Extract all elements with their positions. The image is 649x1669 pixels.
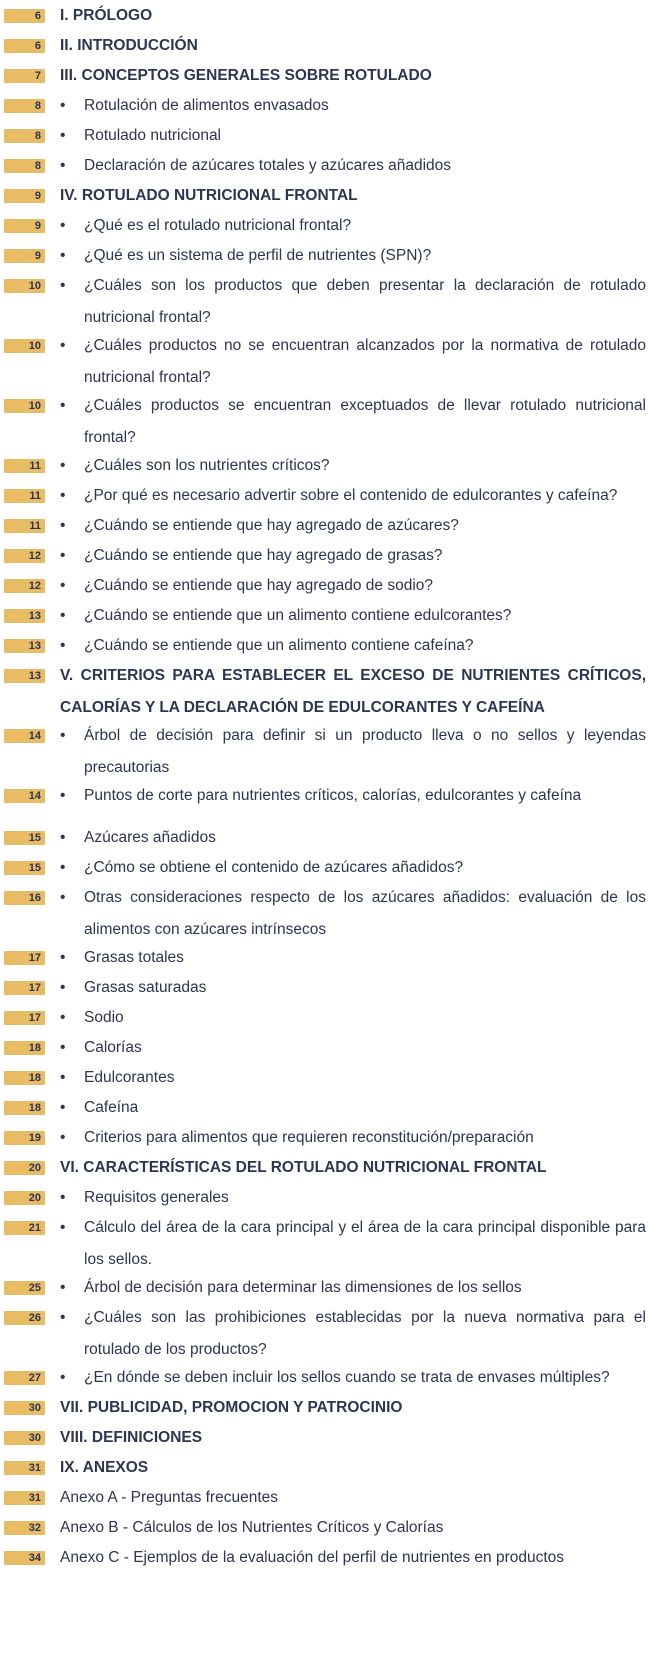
section-heading: II. INTRODUCCIÓN <box>60 37 198 54</box>
bullet-icon: • <box>60 1069 66 1086</box>
toc-entry-text: Sodio <box>84 1009 124 1026</box>
page-number-badge: 9 <box>4 189 45 203</box>
page-number-badge: 18 <box>4 1101 45 1115</box>
toc-entry-text: ¿Cuáles son los productos que deben presentar la declaración de rotulado nutricional frontal? <box>84 277 646 326</box>
section-heading: VIII. DEFINICIONES <box>60 1429 203 1446</box>
page-number-badge: 8 <box>4 129 45 143</box>
page-number-badge: 11 <box>4 489 45 503</box>
bullet-icon: • <box>60 1099 66 1116</box>
page-number-badge: 18 <box>4 1071 45 1085</box>
toc-entry-text: Otras consideraciones respecto de los azúcares añadidos: evaluación de los alimentos con azúcares intrínsecos <box>84 889 646 938</box>
bullet-icon: • <box>60 217 66 234</box>
bullet-icon: • <box>60 157 66 174</box>
page-number-badge: 10 <box>4 399 45 413</box>
bullet-icon: • <box>60 397 66 414</box>
bullet-icon: • <box>60 127 66 144</box>
page-number-badge: 15 <box>4 831 45 845</box>
section-heading: VII. PUBLICIDAD, PROMOCION Y PATROCINIO <box>60 1399 403 1416</box>
page-number-badge: 17 <box>4 1011 45 1025</box>
bullet-icon: • <box>60 607 66 624</box>
page-number-badge: 31 <box>4 1491 45 1505</box>
page-number-badge: 17 <box>4 981 45 995</box>
page-number-badge: 11 <box>4 519 45 533</box>
annex-entry-text: Anexo C - Ejemplos de la evaluación del perfil de nutrientes en productos <box>60 1549 565 1566</box>
bullet-icon: • <box>60 727 66 744</box>
page-number-badge: 10 <box>4 279 45 293</box>
bullet-icon: • <box>60 1129 66 1146</box>
toc-entry-text: Declaración de azúcares totales y azúcares añadidos <box>84 157 452 174</box>
bullet-icon: • <box>60 1009 66 1026</box>
bullet-icon: • <box>60 487 66 504</box>
toc-entry-text: Cálculo del área de la cara principal y el área de la cara principal disponible para los sellos. <box>84 1219 646 1268</box>
toc-entry-text: Criterios para alimentos que requieren reconstitución/preparación <box>84 1129 534 1146</box>
page-number-badge: 13 <box>4 609 45 623</box>
page-number-badge: 13 <box>4 639 45 653</box>
toc-entry-text: ¿Qué es el rotulado nutricional frontal? <box>84 217 352 234</box>
toc-entry-text: Calorías <box>84 1039 142 1056</box>
bullet-icon: • <box>60 577 66 594</box>
page-number-badge: 6 <box>4 9 45 23</box>
toc-entry-text: Cafeína <box>84 1099 139 1116</box>
toc-entry-text: Edulcorantes <box>84 1069 175 1086</box>
toc-entry-text: ¿Qué es un sistema de perfil de nutrientes (SPN)? <box>84 247 432 264</box>
page-number-badge: 10 <box>4 339 45 353</box>
page-number-badge: 20 <box>4 1191 45 1205</box>
toc-entry-text: Grasas saturadas <box>84 979 207 996</box>
toc-entry-text: Rotulado nutricional <box>84 127 222 144</box>
toc-entry-text: Azúcares añadidos <box>84 829 216 846</box>
bullet-icon: • <box>60 637 66 654</box>
page-number-badge: 7 <box>4 69 45 83</box>
page-number-badge: 19 <box>4 1131 45 1145</box>
bullet-icon: • <box>60 1219 66 1236</box>
page-number-badge: 14 <box>4 729 45 743</box>
section-heading: V. CRITERIOS PARA ESTABLECER EL EXCESO DE NUTRIENTES CRÍTICOS, CALORÍAS Y LA DECLARACIÓN DE EDULCORANTES Y CAFEÍNA <box>60 667 646 716</box>
page-number-badge: 9 <box>4 219 45 233</box>
bullet-icon: • <box>60 457 66 474</box>
page-number-badge: 9 <box>4 249 45 263</box>
toc-entry-text: ¿Cómo se obtiene el contenido de azúcares añadidos? <box>84 859 464 876</box>
annex-entry-text: Anexo B - Cálculos de los Nutrientes Críticos y Calorías <box>60 1519 444 1536</box>
toc-entry-text: ¿Cuándo se entiende que hay agregado de grasas? <box>84 547 443 564</box>
page-number-badge: 30 <box>4 1431 45 1445</box>
bullet-icon: • <box>60 517 66 534</box>
bullet-icon: • <box>60 547 66 564</box>
toc-entry-text: Requisitos generales <box>84 1189 229 1206</box>
toc-entry-text: Rotulación de alimentos envasados <box>84 97 329 114</box>
page-number-badge: 14 <box>4 789 45 803</box>
page-number-badge: 8 <box>4 99 45 113</box>
toc-entry-text: ¿Cuándo se entiende que hay agregado de azúcares? <box>84 517 459 534</box>
bullet-icon: • <box>60 1279 66 1296</box>
toc-entry-text: ¿Cuáles son las prohibiciones establecidas por la nueva normativa para el rotulado de los productos? <box>84 1309 646 1358</box>
toc-entry-text: ¿Cuándo se entiende que hay agregado de sodio? <box>84 577 434 594</box>
page-number-badge: 17 <box>4 951 45 965</box>
bullet-icon: • <box>60 889 66 906</box>
page-number-badge: 20 <box>4 1161 45 1175</box>
page-number-badge: 30 <box>4 1401 45 1415</box>
page-number-badge: 12 <box>4 579 45 593</box>
toc-entry-text: Puntos de corte para nutrientes críticos, calorías, edulcorantes y cafeína <box>84 787 582 804</box>
toc-entry-text: ¿Por qué es necesario advertir sobre el contenido de edulcorantes y cafeína? <box>84 487 618 504</box>
page-number-badge: 11 <box>4 459 45 473</box>
section-heading: I. PRÓLOGO <box>60 7 153 24</box>
page-number-badge: 6 <box>4 39 45 53</box>
toc-entry-text: ¿Cuáles son los nutrientes críticos? <box>84 457 330 474</box>
bullet-icon: • <box>60 787 66 804</box>
page-number-badge: 34 <box>4 1551 45 1565</box>
page-number-badge: 31 <box>4 1461 45 1475</box>
section-heading: III. CONCEPTOS GENERALES SOBRE ROTULADO <box>60 67 432 84</box>
toc-entry-text: Árbol de decisión para definir si un producto lleva o no sellos y leyendas precautorias <box>84 727 646 776</box>
page-number-badge: 15 <box>4 861 45 875</box>
bullet-icon: • <box>60 1369 66 1386</box>
toc-entry-text: ¿Cuáles productos no se encuentran alcanzados por la normativa de rotulado nutricional frontal? <box>84 337 646 386</box>
page-number-badge: 32 <box>4 1521 45 1535</box>
section-heading: IV. ROTULADO NUTRICIONAL FRONTAL <box>60 187 358 204</box>
bullet-icon: • <box>60 829 66 846</box>
bullet-icon: • <box>60 979 66 996</box>
bullet-icon: • <box>60 859 66 876</box>
bullet-icon: • <box>60 277 66 294</box>
bullet-icon: • <box>60 1039 66 1056</box>
toc-entry-text: Grasas totales <box>84 949 184 966</box>
toc-entry-text: ¿Cuándo se entiende que un alimento contiene cafeína? <box>84 637 474 654</box>
toc-entry-text: ¿Cuándo se entiende que un alimento contiene edulcorantes? <box>84 607 512 624</box>
bullet-icon: • <box>60 1309 66 1326</box>
toc-entry-text: ¿Cuáles productos se encuentran exceptuados de llevar rotulado nutricional frontal? <box>84 397 646 446</box>
page-number-badge: 12 <box>4 549 45 563</box>
bullet-icon: • <box>60 949 66 966</box>
page-number-badge: 8 <box>4 159 45 173</box>
bullet-icon: • <box>60 1189 66 1206</box>
page-number-badge: 16 <box>4 891 45 905</box>
bullet-icon: • <box>60 337 66 354</box>
bullet-icon: • <box>60 97 66 114</box>
section-heading: VI. CARACTERÍSTICAS DEL ROTULADO NUTRICIONAL FRONTAL <box>60 1159 547 1176</box>
bullet-icon: • <box>60 247 66 264</box>
page-number-badge: 18 <box>4 1041 45 1055</box>
section-heading: IX. ANEXOS <box>60 1459 149 1476</box>
toc-entry-text: ¿En dónde se deben incluir los sellos cuando se trata de envases múltiples? <box>84 1369 610 1386</box>
page-number-badge: 26 <box>4 1311 45 1325</box>
page-number-badge: 13 <box>4 669 45 683</box>
page-number-badge: 25 <box>4 1281 45 1295</box>
page-number-badge: 21 <box>4 1221 45 1235</box>
annex-entry-text: Anexo A - Preguntas frecuentes <box>60 1489 278 1506</box>
toc-entry-text: Árbol de decisión para determinar las dimensiones de los sellos <box>84 1279 522 1296</box>
page-number-badge: 27 <box>4 1371 45 1385</box>
